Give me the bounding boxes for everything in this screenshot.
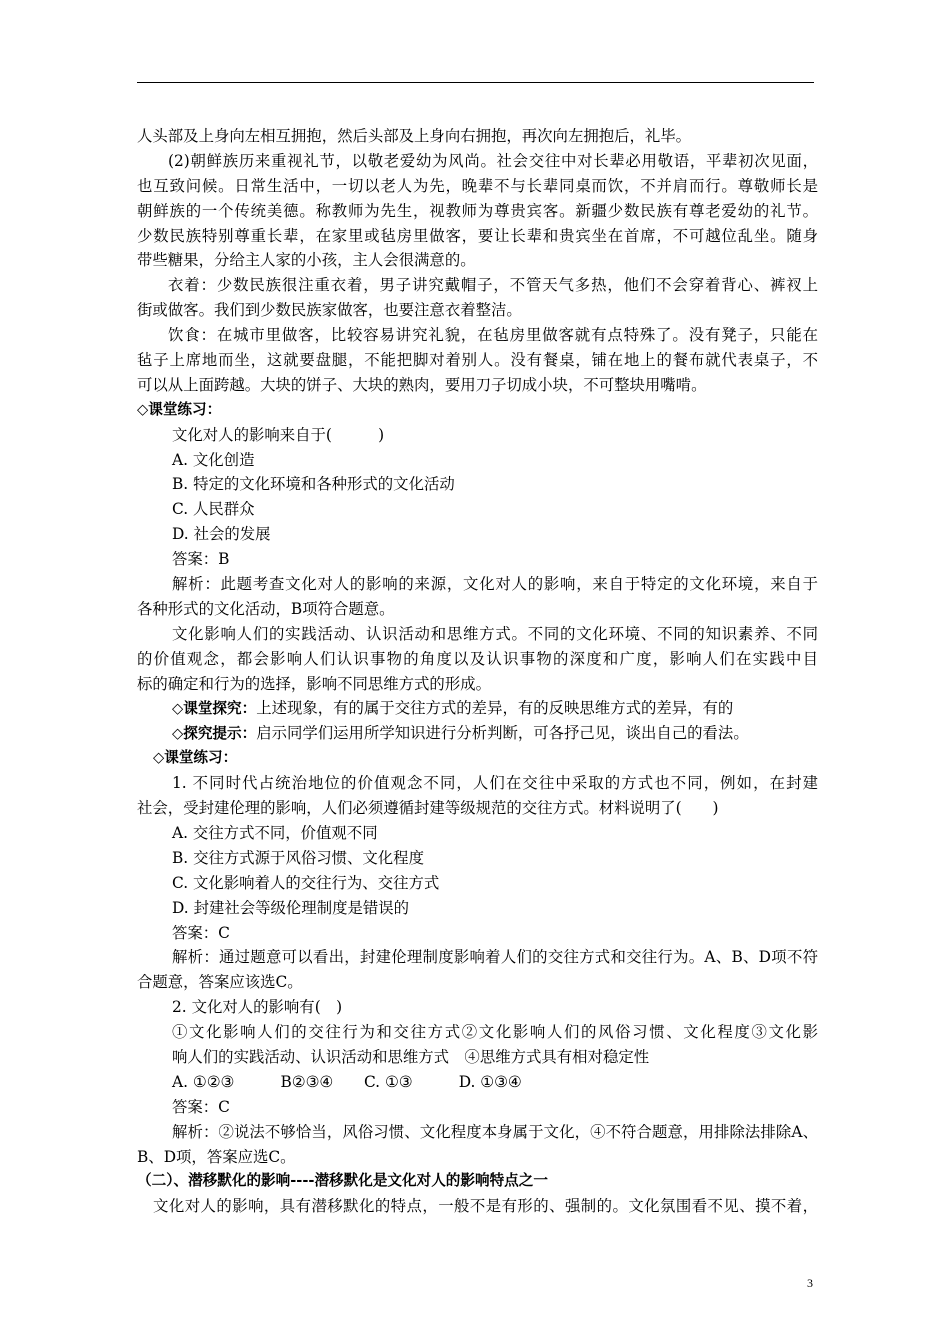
text-line: 饮食：在城市里做客，比较容易讲究礼貌，在毡房里做客就有点特殊了。没有凳子，只能在 [168,326,818,345]
text-line: 解析：通过题意可以看出，封建伦理制度影响着人们的交往方式和交往行为。A、B、D项不符 [172,948,818,967]
text-line: 文化影响人们的实践活动、认识活动和思维方式。不同的文化环境、不同的知识素养、不同 [172,624,818,643]
text-line: 街或做客。我们到少数民族家做客，也要注意衣着整洁。 [137,301,522,320]
inline-heading: ◇探究提示： [172,725,257,743]
text-line: 答案：C [172,1097,230,1116]
section-heading: （二）、潜移默化的影响----潜移默化是文化对人的影响特点之一 [137,1172,548,1190]
text-line: 答案：C [172,923,230,942]
text-line: 答案：B [172,550,230,569]
text-line: 人头部及上身向左相互拥抱，然后头部及上身向右拥抱，再次向左拥抱后，礼毕。 [137,127,692,145]
text-line: 合题意，答案应该选C。 [137,973,303,992]
inline-text: 上述现象，有的属于交往方式的差异，有的反映思维方式的差异，有的 [256,699,734,718]
text-line: 衣着：少数民族很注重衣着，男子讲究戴帽子，不管天气多热，他们不会穿着背心、裤衩上 [168,276,818,295]
text-line: 2. 文化对人的影响有( ) [172,998,343,1017]
text-line: 1. 不同时代占统治地位的价值观念不同，人们在交往中采取的方式也不同，例如，在封建 [172,774,818,793]
text-line: B. 特定的文化环境和各种形式的文化活动 [172,475,455,494]
text-line: A. ①②③ B②③④ C. ①③ D. ①③④ [172,1072,522,1091]
text-line: 各种形式的文化活动，B项符合题意。 [137,599,395,618]
text-line: 文化对人的影响来自于( ) [172,425,385,444]
inline-text: 启示同学们运用所学知识进行分析判断，可各抒己见，谈出自己的看法。 [256,724,749,743]
text-line: 毡子上席地而坐，这就要盘腿，不能把脚对着别人。没有餐桌，铺在地上的餐布就代表桌子，不 [137,351,818,370]
text-line: 可以从上面跨越。大块的饼子、大块的熟肉，要用刀子切成小块，不可整块用嘴啃。 [137,375,707,394]
text-line: 标的确定和行为的选择，影响不同思维方式的形成。 [137,674,491,693]
text-line: C. 文化影响着人的交往行为、交往方式 [172,873,440,892]
text-line: C. 人民群众 [172,500,255,519]
text-line: 少数民族特别尊重长辈，在家里或毡房里做客，要让长辈和贵宾坐在首席，不可越位乱坐。随身 [137,226,818,245]
document-body [137,124,818,1219]
text-line [137,721,818,746]
text-line: D. 封建社会等级伦理制度是错误的 [172,898,410,917]
section-heading: ◇课堂练习： [137,400,222,418]
text-line: 社会，受封建伦理的影响，人们必须遵循封建等级规范的交往方式。材料说明了( ) [137,799,719,818]
header-rule [137,82,814,83]
text-line: 也互致问候。日常生活中，一切以老人为先，晚辈不与长辈同桌而饮，不并肩而行。尊敬师长是 [137,176,818,195]
text-line: 响人们的实践活动、认识活动和思维方式 ④思维方式具有相对稳定性 [172,1047,650,1066]
text-line: A. 文化创造 [172,450,255,469]
text-line: 的价值观念，都会影响人们认识事物的角度以及认识事物的深度和广度，影响人们在实践中目 [137,649,818,668]
text-line: 带些糖果，分给主人家的小孩，主人会很满意的。 [137,251,476,270]
page-number: 3 [807,1276,813,1290]
text-line: A. 交往方式不同，价值观不同 [172,823,378,842]
inline-heading: ◇课堂探究： [172,700,257,718]
section-heading: ◇课堂练习： [153,749,238,767]
text-line: B. 交往方式源于风俗习惯、文化程度 [172,848,424,867]
text-line: (2)朝鲜族历来重视礼节，以敬老爱幼为风尚。社会交往中对长辈必用敬语，平辈初次见面， [168,151,818,170]
text-line: ①文化影响人们的交往行为和交往方式②文化影响人们的风俗习惯、文化程度③文化影 [172,1023,818,1042]
text-line: 解析：此题考查文化对人的影响的来源，文化对人的影响，来自于特定的文化环境，来自于 [172,575,818,594]
text-line: D. 社会的发展 [172,525,271,544]
text-line: 文化对人的影响，具有潜移默化的特点，一般不是有形的、强制的。文化氛围看不见、摸不着， [153,1197,818,1216]
text-line: 解析：②说法不够恰当，风俗习惯、文化程度本身属于文化，④不符合题意，用排除法排除A、 [172,1122,818,1141]
text-line [137,696,818,721]
text-line: B、D项，答案应选C。 [137,1147,296,1166]
text-line: 朝鲜族的一个传统美德。称教师为先生，视教师为尊贵宾客。新疆少数民族有尊老爱幼的礼节。 [137,201,818,220]
